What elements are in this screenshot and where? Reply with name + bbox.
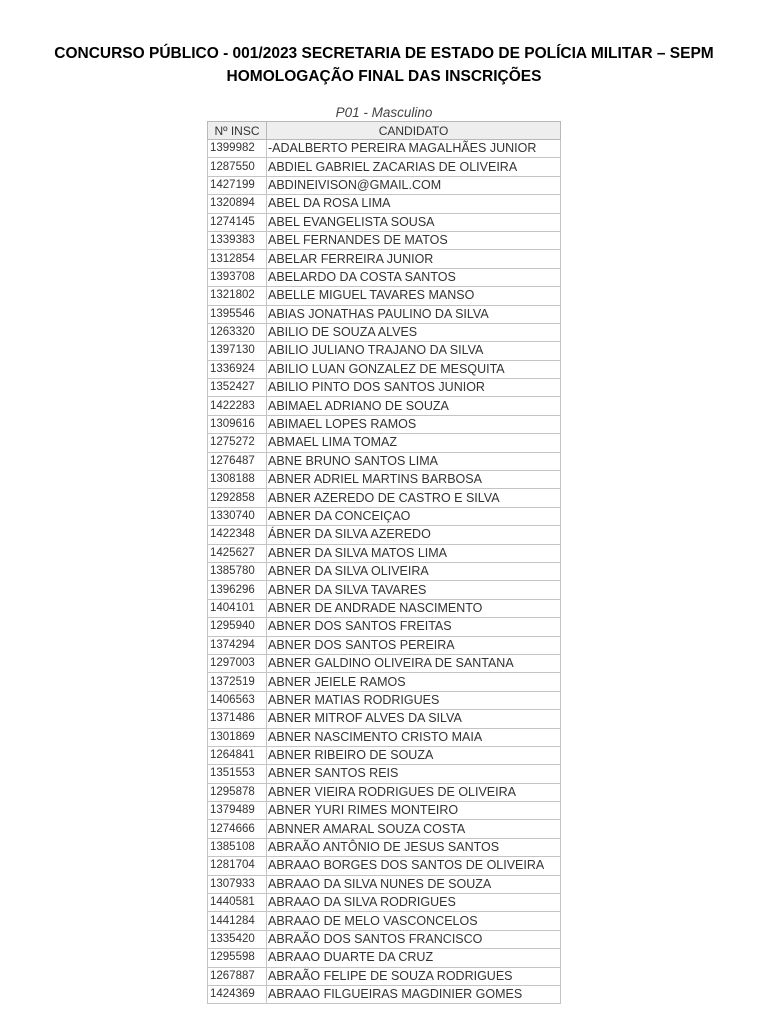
table-row bbox=[208, 507, 561, 525]
candidate-name: ABDIEL GABRIEL ZACARIAS DE OLIVEIRA bbox=[267, 158, 561, 176]
candidate-name: ABILIO DE SOUZA ALVES bbox=[267, 323, 561, 341]
candidate-name: ABNE BRUNO SANTOS LIMA bbox=[267, 452, 561, 470]
candidate-name: ABRAAO DUARTE DA CRUZ bbox=[267, 949, 561, 967]
candidate-name: ABELAR FERREIRA JUNIOR bbox=[267, 250, 561, 268]
table-row bbox=[208, 195, 561, 213]
candidate-name: ABNER YURI RIMES MONTEIRO bbox=[267, 802, 561, 820]
inscricao-number: 1301869 bbox=[208, 728, 267, 746]
inscricao-number: 1404101 bbox=[208, 599, 267, 617]
candidate-name: ABNER SANTOS REIS bbox=[267, 765, 561, 783]
table-row bbox=[208, 544, 561, 562]
inscricao-number: 1274145 bbox=[208, 213, 267, 231]
candidate-name: ABIMAEL ADRIANO DE SOUZA bbox=[267, 397, 561, 415]
candidates-table bbox=[207, 121, 561, 1004]
candidate-name: ABELLE MIGUEL TAVARES MANSO bbox=[267, 287, 561, 305]
table-row bbox=[208, 268, 561, 286]
candidate-name: ABNER VIEIRA RODRIGUES DE OLIVEIRA bbox=[267, 783, 561, 801]
table-row bbox=[208, 783, 561, 801]
inscricao-number: 1295940 bbox=[208, 618, 267, 636]
candidate-name: ABNER DOS SANTOS FREITAS bbox=[267, 618, 561, 636]
inscricao-number: 1422348 bbox=[208, 526, 267, 544]
table-row bbox=[208, 930, 561, 948]
title-line-2: HOMOLOGAÇÃO FINAL DAS INSCRIÇÕES bbox=[226, 68, 542, 85]
table-row bbox=[208, 581, 561, 599]
candidate-name: ABNER DA SILVA MATOS LIMA bbox=[267, 544, 561, 562]
inscricao-number: 1441284 bbox=[208, 912, 267, 930]
inscricao-number: 1339383 bbox=[208, 231, 267, 249]
inscricao-number: 1267887 bbox=[208, 967, 267, 985]
inscricao-number: 1395546 bbox=[208, 305, 267, 323]
column-header-inscricao: Nº INSC bbox=[208, 122, 267, 140]
table-row bbox=[208, 765, 561, 783]
inscricao-number: 1396296 bbox=[208, 581, 267, 599]
inscricao-number: 1406563 bbox=[208, 691, 267, 709]
table-row bbox=[208, 636, 561, 654]
inscricao-number: 1424369 bbox=[208, 985, 267, 1003]
table-row bbox=[208, 985, 561, 1003]
candidate-name: ABNER MATIAS RODRIGUES bbox=[267, 691, 561, 709]
candidate-name: ABRAAO DA SILVA NUNES DE SOUZA bbox=[267, 875, 561, 893]
candidate-name: ABNER DE ANDRADE NASCIMENTO bbox=[267, 599, 561, 617]
table-row bbox=[208, 415, 561, 433]
candidate-name: -ADALBERTO PEREIRA MAGALHÃES JUNIOR bbox=[267, 140, 561, 158]
inscricao-number: 1297003 bbox=[208, 654, 267, 672]
inscricao-number: 1371486 bbox=[208, 710, 267, 728]
candidate-name: ABIAS JONATHAS PAULINO DA SILVA bbox=[267, 305, 561, 323]
table-row bbox=[208, 250, 561, 268]
table-row bbox=[208, 342, 561, 360]
inscricao-number: 1276487 bbox=[208, 452, 267, 470]
candidate-name: ABNER DA SILVA TAVARES bbox=[267, 581, 561, 599]
table-row bbox=[208, 323, 561, 341]
candidate-name: ABNER ADRIEL MARTINS BARBOSA bbox=[267, 471, 561, 489]
candidate-name: ABMAEL LIMA TOMAZ bbox=[267, 434, 561, 452]
table-row bbox=[208, 397, 561, 415]
inscricao-number: 1397130 bbox=[208, 342, 267, 360]
candidate-name: ABRAÃO FELIPE DE SOUZA RODRIGUES bbox=[267, 967, 561, 985]
table-row bbox=[208, 305, 561, 323]
candidate-name: ABEL EVANGELISTA SOUSA bbox=[267, 213, 561, 231]
table-row bbox=[208, 728, 561, 746]
candidate-name: ABRAAO FILGUEIRAS MAGDINIER GOMES bbox=[267, 985, 561, 1003]
table-row bbox=[208, 746, 561, 764]
inscricao-number: 1399982 bbox=[208, 140, 267, 158]
inscricao-number: 1427199 bbox=[208, 176, 267, 194]
table-row bbox=[208, 820, 561, 838]
table-row bbox=[208, 838, 561, 856]
inscricao-number: 1422283 bbox=[208, 397, 267, 415]
table-row bbox=[208, 562, 561, 580]
table-row bbox=[208, 802, 561, 820]
table-row bbox=[208, 912, 561, 930]
inscricao-number: 1295878 bbox=[208, 783, 267, 801]
inscricao-number: 1320894 bbox=[208, 195, 267, 213]
inscricao-number: 1264841 bbox=[208, 746, 267, 764]
document-title bbox=[0, 42, 768, 88]
inscricao-number: 1336924 bbox=[208, 360, 267, 378]
candidate-name: ABNER RIBEIRO DE SOUZA bbox=[267, 746, 561, 764]
inscricao-number: 1295598 bbox=[208, 949, 267, 967]
table-row bbox=[208, 379, 561, 397]
candidate-name: ABEL DA ROSA LIMA bbox=[267, 195, 561, 213]
table-row bbox=[208, 599, 561, 617]
candidate-name: ABNER DOS SANTOS PEREIRA bbox=[267, 636, 561, 654]
table-row bbox=[208, 287, 561, 305]
inscricao-number: 1351553 bbox=[208, 765, 267, 783]
inscricao-number: 1374294 bbox=[208, 636, 267, 654]
table-row bbox=[208, 618, 561, 636]
table-row bbox=[208, 213, 561, 231]
candidate-name: ABRAÃO DOS SANTOS FRANCISCO bbox=[267, 930, 561, 948]
inscricao-number: 1385108 bbox=[208, 838, 267, 856]
candidate-name: ABNER NASCIMENTO CRISTO MAIA bbox=[267, 728, 561, 746]
candidate-name: ABNER AZEREDO DE CASTRO E SILVA bbox=[267, 489, 561, 507]
inscricao-number: 1425627 bbox=[208, 544, 267, 562]
inscricao-number: 1309616 bbox=[208, 415, 267, 433]
inscricao-number: 1275272 bbox=[208, 434, 267, 452]
candidate-name: ABILIO LUAN GONZALEZ DE MESQUITA bbox=[267, 360, 561, 378]
candidate-name: ABIMAEL LOPES RAMOS bbox=[267, 415, 561, 433]
table-row bbox=[208, 471, 561, 489]
title-line-1: CONCURSO PÚBLICO - 001/2023 SECRETARIA DE ESTADO DE POLÍCIA MILITAR – SEPM bbox=[54, 45, 714, 62]
candidate-name: ABDINEIVISON@GMAIL.COM bbox=[267, 176, 561, 194]
candidate-name: ABILIO PINTO DOS SANTOS JUNIOR bbox=[267, 379, 561, 397]
inscricao-number: 1440581 bbox=[208, 894, 267, 912]
table-body bbox=[208, 140, 561, 1004]
candidate-name: ABRAÃO ANTÔNIO DE JESUS SANTOS bbox=[267, 838, 561, 856]
table-row bbox=[208, 967, 561, 985]
inscricao-number: 1385780 bbox=[208, 562, 267, 580]
inscricao-number: 1287550 bbox=[208, 158, 267, 176]
candidate-name: ABELARDO DA COSTA SANTOS bbox=[267, 268, 561, 286]
table-row bbox=[208, 949, 561, 967]
candidate-name: ÁBNER DA SILVA AZEREDO bbox=[267, 526, 561, 544]
candidate-name: ABILIO JULIANO TRAJANO DA SILVA bbox=[267, 342, 561, 360]
inscricao-number: 1335420 bbox=[208, 930, 267, 948]
candidate-name: ABNER DA CONCEIÇAO bbox=[267, 507, 561, 525]
candidate-name: ABEL FERNANDES DE MATOS bbox=[267, 231, 561, 249]
inscricao-number: 1274666 bbox=[208, 820, 267, 838]
table-row bbox=[208, 691, 561, 709]
inscricao-number: 1352427 bbox=[208, 379, 267, 397]
section-title: P01 - Masculino bbox=[335, 105, 433, 120]
table-row bbox=[208, 140, 561, 158]
inscricao-number: 1321802 bbox=[208, 287, 267, 305]
table-row bbox=[208, 875, 561, 893]
candidate-name: ABNER GALDINO OLIVEIRA DE SANTANA bbox=[267, 654, 561, 672]
table-row bbox=[208, 176, 561, 194]
table-row bbox=[208, 360, 561, 378]
inscricao-number: 1379489 bbox=[208, 802, 267, 820]
table-header-row bbox=[208, 122, 561, 140]
inscricao-number: 1263320 bbox=[208, 323, 267, 341]
inscricao-number: 1308188 bbox=[208, 471, 267, 489]
table-row bbox=[208, 489, 561, 507]
table-row bbox=[208, 857, 561, 875]
table-row bbox=[208, 452, 561, 470]
candidate-name: ABNER DA SILVA OLIVEIRA bbox=[267, 562, 561, 580]
candidate-name: ABRAAO DE MELO VASCONCELOS bbox=[267, 912, 561, 930]
inscricao-number: 1307933 bbox=[208, 875, 267, 893]
candidate-name: ABNER MITROF ALVES DA SILVA bbox=[267, 710, 561, 728]
candidate-name: ABRAAO DA SILVA RODRIGUES bbox=[267, 894, 561, 912]
candidate-name: ABNER JEIELE RAMOS bbox=[267, 673, 561, 691]
inscricao-number: 1312854 bbox=[208, 250, 267, 268]
table-row bbox=[208, 526, 561, 544]
table-row bbox=[208, 231, 561, 249]
candidate-name: ABNNER AMARAL SOUZA COSTA bbox=[267, 820, 561, 838]
table-row bbox=[208, 673, 561, 691]
candidate-name: ABRAAO BORGES DOS SANTOS DE OLIVEIRA bbox=[267, 857, 561, 875]
table-row bbox=[208, 158, 561, 176]
inscricao-number: 1281704 bbox=[208, 857, 267, 875]
table-row bbox=[208, 434, 561, 452]
table-row bbox=[208, 654, 561, 672]
inscricao-number: 1372519 bbox=[208, 673, 267, 691]
table-row bbox=[208, 894, 561, 912]
inscricao-number: 1292858 bbox=[208, 489, 267, 507]
table-row bbox=[208, 710, 561, 728]
inscricao-number: 1330740 bbox=[208, 507, 267, 525]
inscricao-number: 1393708 bbox=[208, 268, 267, 286]
column-header-candidato: CANDIDATO bbox=[267, 122, 561, 140]
